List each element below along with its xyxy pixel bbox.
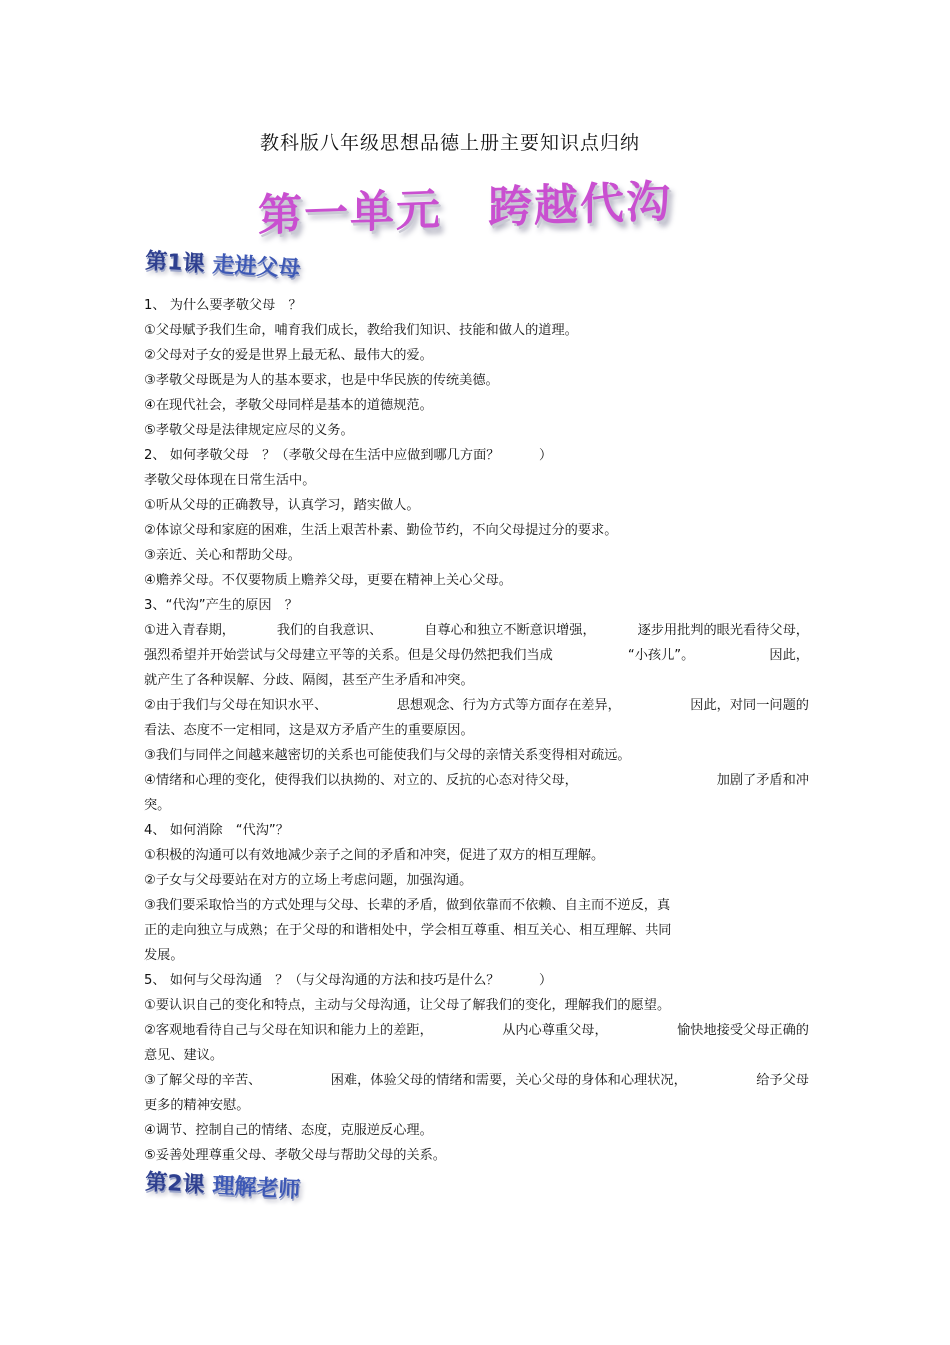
text-line: 就产生了各种误解、分歧、隔阂，甚至产生矛盾和冲突。	[144, 673, 474, 688]
text-line: ①要认识自己的变化和特点，主动与父母沟通，让父母了解我们的变化，理解我们的愿望。	[144, 998, 671, 1013]
text-line: 1、 为什么要孝敬父母 ？	[144, 298, 302, 313]
text-segment: ④情绪和心理的变化，使得我们以执拗的、对立的、反抗的心态对待父母，	[144, 773, 578, 788]
text-line: ⑤孝敬父母是法律规定应尽的义务。	[144, 423, 354, 438]
text-line: 孝敬父母体现在日常生活中。	[144, 473, 316, 488]
text-segment: 逐步用批判的眼光看待父母，	[637, 623, 809, 638]
text-segment: 自尊心和独立不断意识增强，	[424, 623, 596, 638]
text-segment: 我们的自我意识、	[276, 623, 383, 638]
text-line: ①父母赋予我们生命，哺育我们成长，教给我们知识、技能和做人的道理。	[144, 323, 578, 338]
text-line: 更多的精神安慰。	[144, 1098, 250, 1113]
lesson-2-heading	[144, 1165, 301, 1215]
text-line: 突。	[144, 798, 171, 813]
text-segment: ②客观地看待自己与父母在知识和能力上的差距，	[144, 1023, 433, 1038]
text-line: ②父母对子女的爱是世界上最无私、最伟大的爱。	[144, 348, 433, 363]
lesson-2-name: 理解老师	[211, 1173, 301, 1204]
text-line: 发展。	[144, 948, 184, 963]
text-line: 4、 如何消除 “代沟”？	[144, 823, 289, 838]
text-line: 正的走向独立与成熟；在于父母的和谐相处中，学会相互尊重、相互关心、相互理解、共同	[144, 923, 672, 938]
text-line	[144, 1068, 809, 1093]
text-segment: 思想观念、行为方式等方面存在差异，	[396, 698, 621, 713]
text-line: 3、“代沟”产生的原因 ？	[144, 598, 298, 613]
text-segment: 从内心尊重父母，	[502, 1023, 608, 1038]
text-segment: ②由于我们与父母在知识水平、	[144, 698, 328, 713]
text-line: ⑤妥善处理尊重父母、孝敬父母与帮助父母的关系。	[144, 1148, 446, 1163]
text-line: ③我们与同伴之间越来越密切的关系也可能使我们与父母的亲情关系变得相对疏远。	[144, 748, 631, 763]
text-line	[144, 768, 809, 793]
lesson-2-number: 第2课	[144, 1170, 206, 1199]
text-line: 2、 如何孝敬父母 ？（孝敬父母在生活中应做到哪几方面？ ）	[144, 448, 553, 463]
text-segment: 愉快地接受父母正确的	[677, 1023, 809, 1038]
text-segment: 强烈希望并开始尝试与父母建立平等的关系。但是父母仍然把我们当成	[144, 648, 553, 663]
text-line: ①听从父母的正确教导，认真学习，踏实做人。	[144, 498, 420, 513]
text-line: 看法、态度不一定相同，这是双方矛盾产生的重要原因。	[144, 723, 474, 738]
text-segment: 困难，体验父母的情绪和需要，关心父母的身体和心理状况，	[330, 1073, 687, 1088]
text-line: ②体谅父母和家庭的困难，生活上艰苦朴素、勤俭节约，不向父母提过分的要求。	[144, 523, 618, 538]
text-line	[144, 643, 809, 668]
text-line: ④调节、控制自己的情绪、态度，克服逆反心理。	[144, 1123, 433, 1138]
text-line	[144, 618, 809, 643]
unit-title: 第一单元 跨越代沟	[258, 176, 672, 242]
text-segment: 给予父母	[756, 1073, 809, 1088]
text-line	[144, 1018, 809, 1043]
text-line: ③我们要采取恰当的方式处理与父母、长辈的矛盾，做到依靠而不依赖、自主而不逆反，真	[144, 898, 671, 913]
document-title: 教科版八年级思想品德上册主要知识点归纳	[259, 132, 640, 154]
text-line: ②子女与父母要站在对方的立场上考虑问题，加强沟通。	[144, 873, 473, 888]
text-segment: 加剧了矛盾和冲	[716, 773, 809, 788]
text-line: 5、 如何与父母沟通 ？（与父母沟通的方法和技巧是什么？ ）	[144, 973, 553, 988]
text-line: ④在现代社会，孝敬父母同样是基本的道德规范。	[144, 398, 433, 413]
lesson-1-name: 走进父母	[211, 252, 301, 283]
text-line	[144, 693, 809, 718]
text-line: ③孝敬父母既是为人的基本要求，也是中华民族的传统美德。	[144, 373, 499, 388]
text-segment: “小孩儿”。	[627, 648, 695, 663]
lesson-1-number: 第1课	[144, 249, 206, 278]
text-segment: ①进入青春期，	[144, 623, 235, 638]
text-segment: 因此，对同一问题的	[690, 698, 809, 713]
lesson-1-heading	[144, 244, 301, 294]
text-line: ①积极的沟通可以有效地减少亲子之间的矛盾和冲突，促进了双方的相互理解。	[144, 848, 605, 863]
text-line: 意见、建议。	[144, 1048, 224, 1063]
text-segment: ③了解父母的辛苦、	[144, 1073, 262, 1088]
lesson-1-content	[144, 293, 809, 1168]
text-line: ③亲近、关心和帮助父母。	[144, 548, 301, 563]
text-line: ④赡养父母。不仅要物质上赡养父母，更要在精神上关心父母。	[144, 573, 512, 588]
text-segment: 因此，	[769, 648, 809, 663]
